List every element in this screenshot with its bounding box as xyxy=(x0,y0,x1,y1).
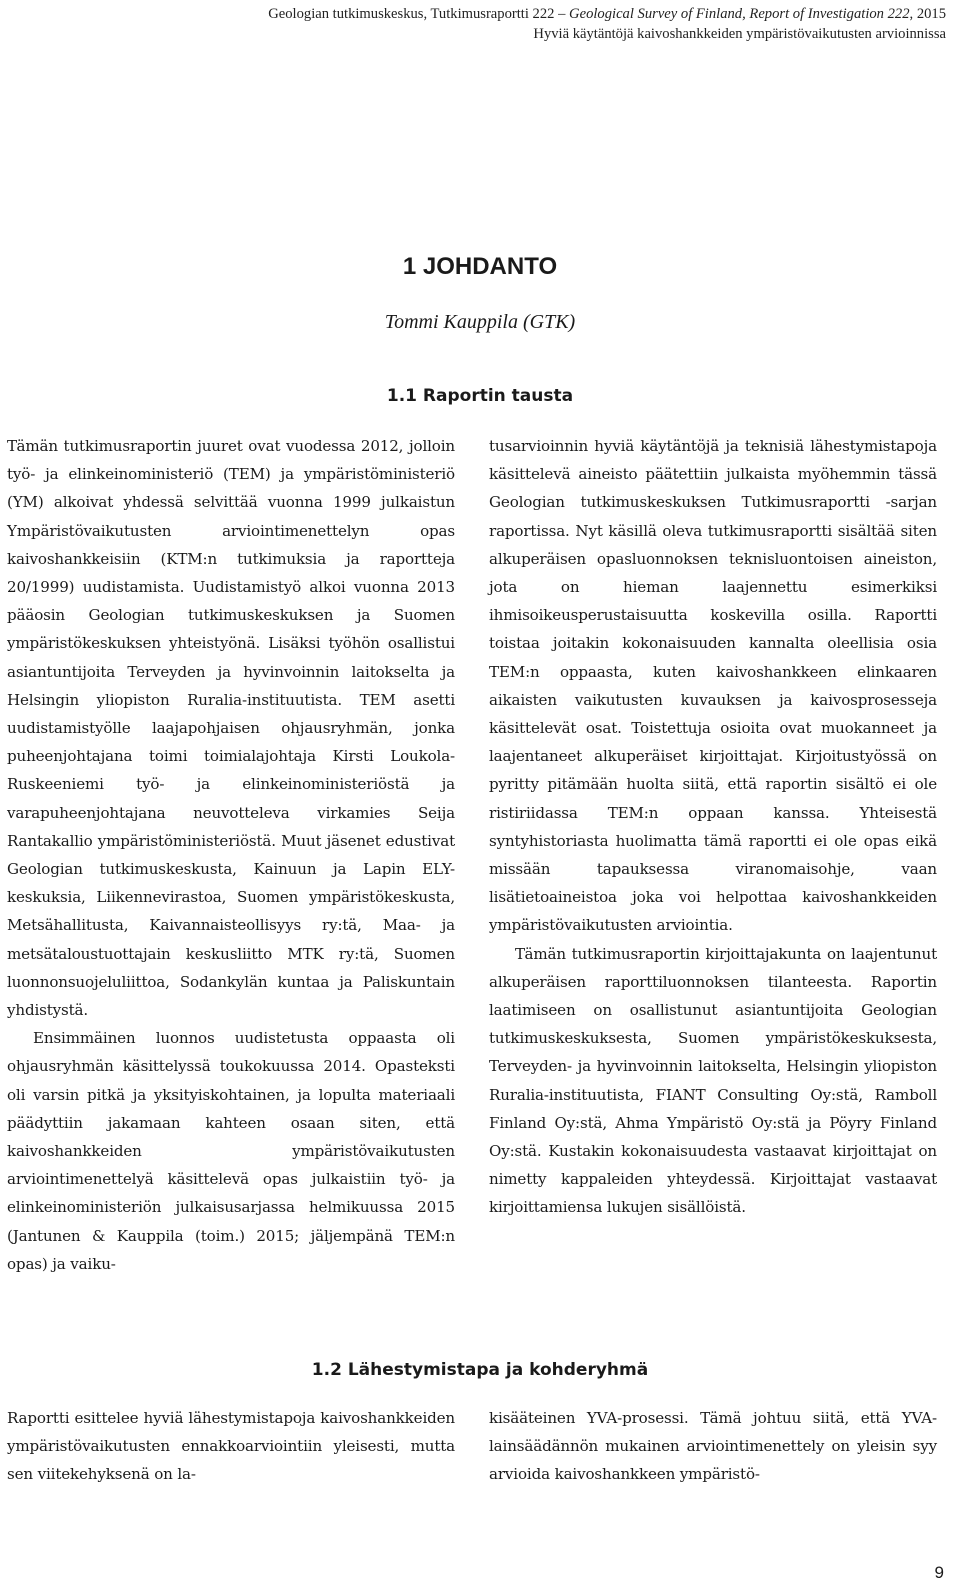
section-1-2-right-column xyxy=(489,1404,937,1489)
header-publisher: Geologian tutkimuskeskus, Tutkimusraportti 222 – xyxy=(268,6,566,22)
section-heading-1-2: 1.2 Lähestymistapa ja kohderyhmä xyxy=(311,1360,649,1380)
paragraph: Ensimmäinen luonnos uudistetusta oppaasta oli ohjausryhmän käsittelyssä toukokuussa 2014. Opasteksti oli varsin pitkä ja yksityiskohtainen, ja lopulta materiaali päädyttiin jakamaan kahteen osaan siten, että kaivoshankkeiden ympäristövaikutusten arviointimenettelyä käsittelevä opas julkaistiin työ- ja elinkeinoministeriön julkaisusarjassa helmikuussa 2015 (Jantunen & Kauppila (toim.) 2015; jäljempänä TEM:n opas) ja vaiku- xyxy=(7,1029,455,1273)
paragraph: kisääteinen YVA-prosessi. Tämä johtuu siitä, että YVA-lainsäädännön mukainen arviointimenettely on yleisin syy arvioida kaivoshankkeen ympäristö- xyxy=(489,1409,937,1484)
paragraph: Tämän tutkimusraportin kirjoittajakunta on laajentunut alkuperäisen raporttiluonnoksen tilanteesta. Raportin laatimiseen on osallistunut asiantuntijoita Geologian tutkimuskeskuksesta, Suomen ympäristökeskuksesta, Terveyden- ja hyvinvoinnin laitokselta, Helsingin yliopiston Ruralia-instituutista, FIANT Consulting Oy:stä, Ramboll Finland Oy:stä, Ahma Ympäristö Oy:stä ja Pöyry Finland Oy:stä. Kustakin kokonaisuudesta vastaavat kirjoittajat on nimetty kappaleiden yhteydessä. Kirjoittajat vastaavat kirjoittamiensa lukujen sisällöistä. xyxy=(489,944,937,1217)
section-1-2-left-column xyxy=(7,1404,455,1489)
running-header xyxy=(268,4,946,44)
page-number: 9 xyxy=(934,1563,944,1582)
section-1-1-left-column xyxy=(7,432,455,1278)
chapter-author: Tommi Kauppila (GTK) xyxy=(384,311,576,333)
paragraph: Tämän tutkimusraportin juuret ovat vuodessa 2012, jolloin työ- ja elinkeinoministeriö (TEM) ja ympäristöministeriö (YM) alkoivat yhdessä selvittää vuonna 1999 julkaistun Ympäristövaikutusten arviointimenettelyn opas kaivoshankkeisiin (KTM:n tutkimuksia ja raportteja 20/1999) uudistamista. Uudistamistyö alkoi vuonna 2013 pääosin Geologian tutkimuskeskuksen ja Suomen ympäristökeskuksen yhteistyönä. Lisäksi työhön osallistui asiantuntijoita Terveyden ja hyvinvoinnin laitokselta ja Helsingin yliopiston Ruralia-instituutista. TEM asetti uudistamistyölle laajapohjaisen ohjausryhmän, jonka puheenjohtajana toimi toimialajohtaja Kirsti Loukola-Ruskeeniemi työ- ja elinkeinoministeriöstä ja varapuheenjohtajana neuvotteleva virkamies Seija Rantakallio ympäristöministeriöstä. Muut jäsenet edustivat Geologian tutkimuskeskusta, Kainuun ja Lapin ELY-keskuksia, Liikennevirastoa, Suomen ympäristökeskusta, Metsähallitusta, Kaivannaisteollisyys ry:tä, Maa- ja metsätaloustuottajain keskusliitto MTK ry:tä, Suomen luonnonsuojeluliittoa, Sodankylän kuntaa ja Paliskuntain yhdistystä. xyxy=(7,437,455,1020)
running-header-line-1 xyxy=(268,4,946,24)
running-header-line-2: Hyviä käytäntöjä kaivoshankkeiden ympäristövaikutusten arvioinnissa xyxy=(533,26,946,42)
header-year: , 2015 xyxy=(909,6,946,22)
chapter-title: 1 JOHDANTO xyxy=(402,253,558,280)
paragraph: tusarvioinnin hyviä käytäntöjä ja teknisiä lähestymistapoja käsittelevä aineisto päätettiin julkaista myöhemmin tässä Geologian tutkimuskeskuksen Tutkimusraportti -sarjan raportissa. Nyt käsillä oleva tutkimusraportti sisältää siten alkuperäisen opasluonnoksen teknisluontoisen aineiston, jota on hieman laajennettu esimerkiksi ihmisoikeusperustaisuutta koskevilla osilla. Raportti toistaa joitakin kokonaisuuden kannalta oleellisia osia TEM:n oppaasta, kuten kaivoshankkeen elinkaaren aikaisten vaikutusten kuvauksen ja kaivosprosesseja käsittelevät osat. Toistettuja osioita ovat muokanneet ja laajentaneet alkuperäiset kirjoittajat. Kirjoitustyössä on pyritty pitämään huolta siitä, että raportin sisältö ei ole ristiriidassa TEM:n oppaan kanssa. Yhteisestä syntyhistoriasta huolimatta tämä raportti ei ole opas eikä missään tapauksessa viranomaisohje, vaan lisätietoaineistoa joka voi helpottaa kaivoshankkeiden ympäristövaikutusten arviointia. xyxy=(489,437,937,935)
paragraph: Raportti esittelee hyviä lähestymistapoja kaivoshankkeiden ympäristövaikutusten ennakkoarviointiin yleisesti, mutta sen viitekehyksenä on la- xyxy=(7,1409,455,1484)
section-1-1-right-column xyxy=(489,432,937,1222)
header-series-english: Geological Survey of Finland, Report of Investigation 222 xyxy=(569,6,910,22)
section-heading-1-1: 1.1 Raportin tausta xyxy=(386,386,574,406)
